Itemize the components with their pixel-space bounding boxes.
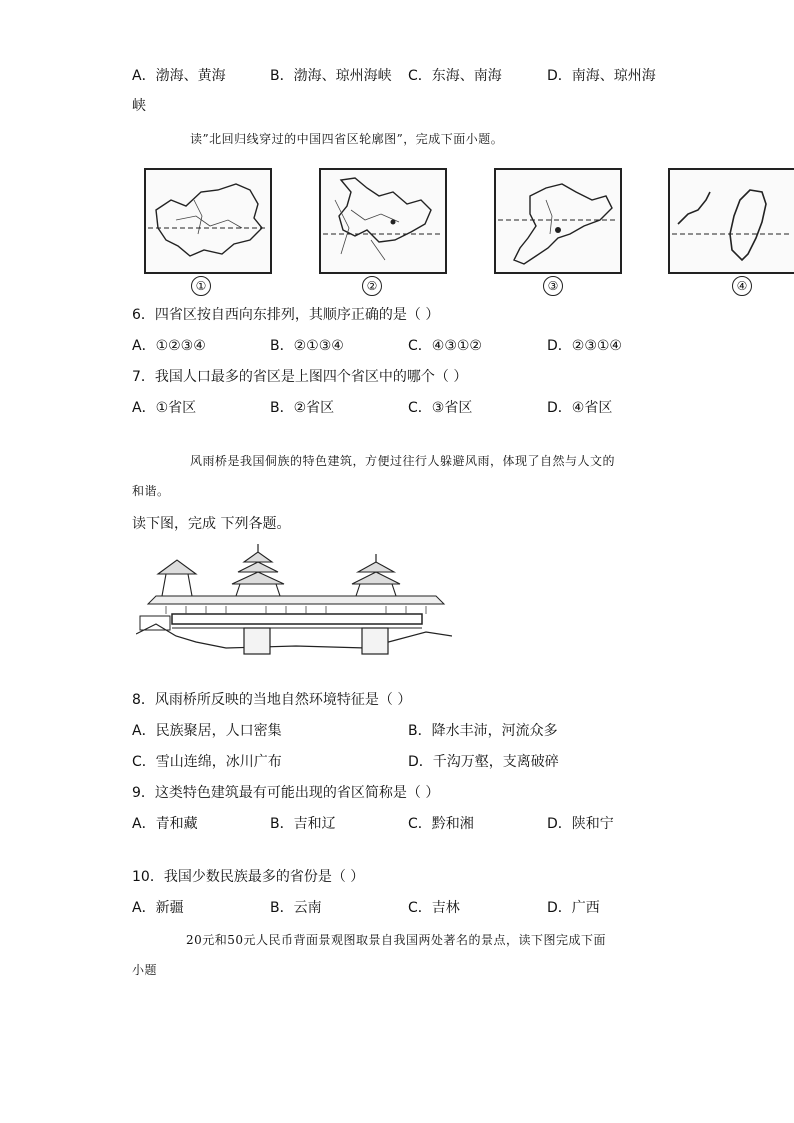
province-map-2 [319, 168, 447, 274]
q8-option-d: D．千沟万壑，支离破碎 [408, 754, 559, 770]
q5-option-b: B．渤海、琼州海峡 [270, 68, 392, 84]
q10-option-c: C．吉林 [408, 900, 460, 916]
bridge-intro-line3: 读下图，完成 下列各题。 [132, 516, 291, 532]
q7-option-a: A．①省区 [132, 400, 197, 416]
province-outline-2 [321, 170, 445, 272]
q5-option-d-wrap: 峡 [132, 98, 146, 114]
q9-option-d: D．陕和宁 [547, 816, 614, 832]
q6-option-c: C．④③①② [408, 338, 482, 354]
q7-option-c: C．③省区 [408, 400, 473, 416]
map-label-2: ② [362, 276, 382, 296]
q9-option-c: C．黔和湘 [408, 816, 474, 832]
q5-option-a: A．渤海、黄海 [132, 68, 226, 84]
q6-question: 6．四省区按自西向东排列，其顺序正确的是（ ） [132, 307, 440, 323]
q5-option-d: D．南海、琼州海 [547, 68, 656, 84]
q8-question: 8．风雨桥所反映的当地自然环境特征是（ ） [132, 692, 412, 708]
q8-option-b: B．降水丰沛，河流众多 [408, 723, 558, 739]
q6-option-a: A．①②③④ [132, 338, 206, 354]
province-outline-1 [146, 170, 270, 272]
q9-option-a: A．青和藏 [132, 816, 198, 832]
q8-option-a: A．民族聚居，人口密集 [132, 723, 282, 739]
province-map-3 [494, 168, 622, 274]
q7-question: 7．我国人口最多的省区是上图四个省区中的哪个（ ） [132, 369, 468, 385]
q5-option-c: C．东海、南海 [408, 68, 502, 84]
province-outline-3 [496, 170, 620, 272]
map-label-1: ① [191, 276, 211, 296]
q7-option-b: B．②省区 [270, 400, 335, 416]
map-intro-text: 读”北回归线穿过的中国四省区轮廓图”，完成下面小题。 [190, 132, 504, 146]
q8-option-c: C．雪山连绵，冰川广布 [132, 754, 282, 770]
q6-option-b: B．②①③④ [270, 338, 344, 354]
q10-question: 10．我国少数民族最多的省份是（ ） [132, 869, 365, 885]
province-outline-4 [670, 170, 794, 272]
bridge-intro-line1: 风雨桥是我国侗族的特色建筑，方便过往行人躲避风雨，体现了自然与人文的 [190, 454, 616, 468]
rmb-intro-line2: 小题 [132, 963, 158, 977]
bridge-intro-line2: 和谐。 [132, 484, 170, 498]
q7-option-d: D．④省区 [547, 400, 613, 416]
province-map-4 [668, 168, 794, 274]
wind-rain-bridge-illustration [136, 544, 452, 674]
province-map-1 [144, 168, 272, 274]
map-label-3: ③ [543, 276, 563, 296]
map-label-4: ④ [732, 276, 752, 296]
q10-option-b: B．云南 [270, 900, 322, 916]
q9-option-b: B．吉和辽 [270, 816, 336, 832]
q6-option-d: D．②③①④ [547, 338, 622, 354]
rmb-intro-line1: 20元和50元人民币背面景观图取景自我国两处著名的景点，读下图完成下面 [186, 933, 607, 947]
q9-question: 9．这类特色建筑最有可能出现的省区简称是（ ） [132, 785, 440, 801]
q10-option-a: A．新疆 [132, 900, 184, 916]
q10-option-d: D．广西 [547, 900, 600, 916]
